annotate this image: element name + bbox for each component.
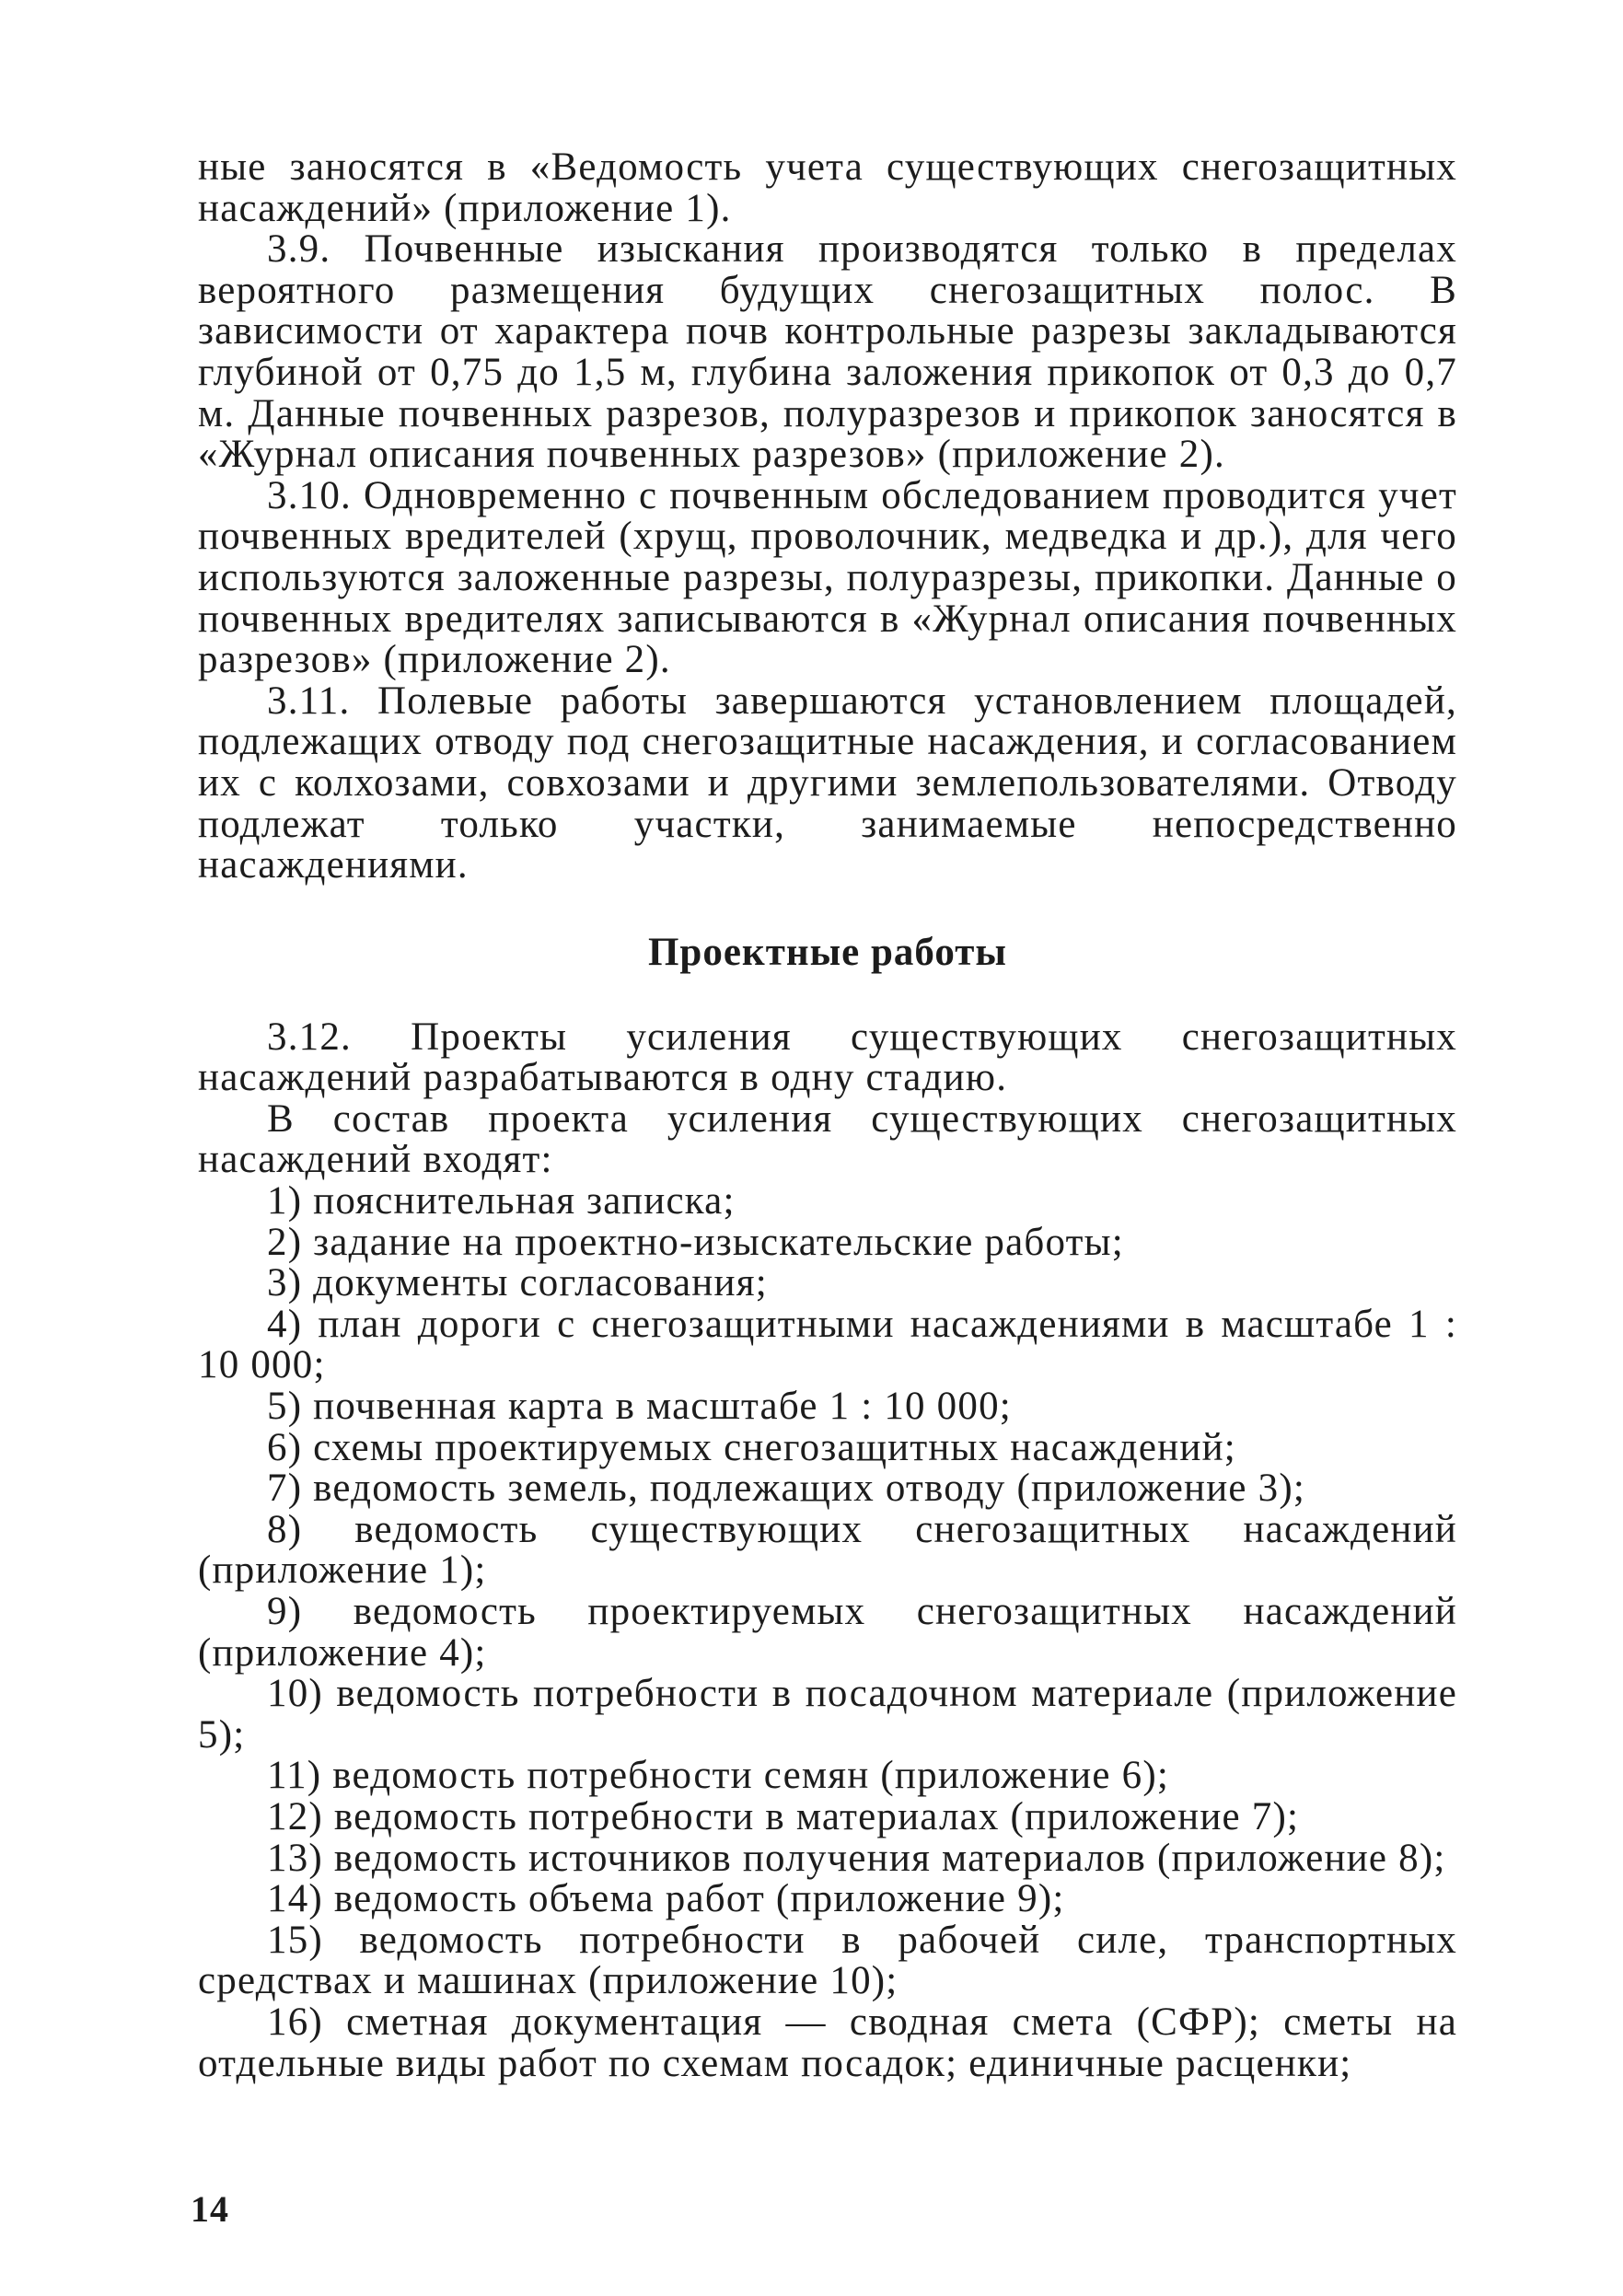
list-item: 13) ведомость источников получения материалов (приложение 8); <box>267 1836 1446 1880</box>
section-heading: Проектные работы <box>647 930 1007 974</box>
list-item: 10) ведомость потребности в посадочном материале (приложение 5); <box>198 1672 1457 1757</box>
list-item: 16) сметная документация — сводная смета (СФР); сметы на отдельные виды работ по схемам посадок; единичные расценки; <box>198 2000 1457 2085</box>
list-item: 8) ведомость существующих снегозащитных насаждений (приложение 1); <box>198 1507 1457 1593</box>
paragraph-3-12: 3.12. Проекты усиления существующих снегозащитных насаждений разрабатываются в одну стадию. <box>198 1015 1457 1100</box>
paragraph-3-10: 3.10. Одновременно с почвенным обследованием проводится учет почвенных вредителей (хрущ, проволочник, медведка и др.), для чего используются заложенные разрезы, полуразрезы, прикопки. Данные о почвенных вредителях записываются в «Журнал описания почвенных разрезов» (приложение 2). <box>198 473 1457 682</box>
list-item: 1) пояснительная записка; <box>267 1179 736 1223</box>
list-item: 2) задание на проектно-изыскательские работы; <box>267 1220 1124 1264</box>
paragraph-3-11: 3.11. Полевые работы завершаются установлением площадей, подлежащих отводу под снегозащитные насаждения, и согласованием их с колхозами, совхозами и другими землепользователями. Отводу подлежат только участки, занимаемые непосредственно насаждениями. <box>198 678 1457 887</box>
list-item: 4) план дороги с снегозащитными насаждениями в масштабе 1 : 10 000; <box>198 1302 1457 1387</box>
list-item: 14) ведомость объема работ (приложение 9); <box>267 1877 1065 1921</box>
list-item: 3) документы согласования; <box>267 1261 768 1305</box>
paragraph-composition: В состав проекта усиления существующих снегозащитных насаждений входят: <box>198 1096 1457 1182</box>
page-body <box>198 147 1457 2084</box>
paragraph-continued: ные заносятся в «Ведомость учета существующих снегозащитных насаждений» (приложение 1). <box>198 145 1457 230</box>
list-item: 7) ведомость земель, подлежащих отводу (приложение 3); <box>267 1467 1306 1511</box>
list-item: 11) ведомость потребности семян (приложение 6); <box>267 1754 1169 1798</box>
list-item: 5) почвенная карта в масштабе 1 : 10 000; <box>267 1385 1012 1429</box>
list-item: 6) схемы проектируемых снегозащитных насаждений; <box>267 1425 1236 1469</box>
list-item: 12) ведомость потребности в материалах (приложение 7); <box>267 1794 1300 1838</box>
list-item: 9) ведомость проектируемых снегозащитных насаждений (приложение 4); <box>198 1590 1457 1675</box>
page-number: 14 <box>191 2188 229 2230</box>
paragraph-3-9: 3.9. Почвенные изыскания производятся только в пределах вероятного размещения будущих снегозащитных полос. В зависимости от характера почв контрольные разрезы закладываются глубиной от 0,75 до 1,5 м, глубина заложения прикопок от 0,3 до 0,7 м. Данные почвенных разрезов, полуразрезов и прикопок заносятся в «Журнал описания почвенных разрезов» (приложение 2). <box>198 227 1457 477</box>
list-item: 15) ведомость потребности в рабочей силе, транспортных средствах и машинах (приложение 10); <box>198 1918 1457 2003</box>
composition-list <box>198 1181 1457 2084</box>
